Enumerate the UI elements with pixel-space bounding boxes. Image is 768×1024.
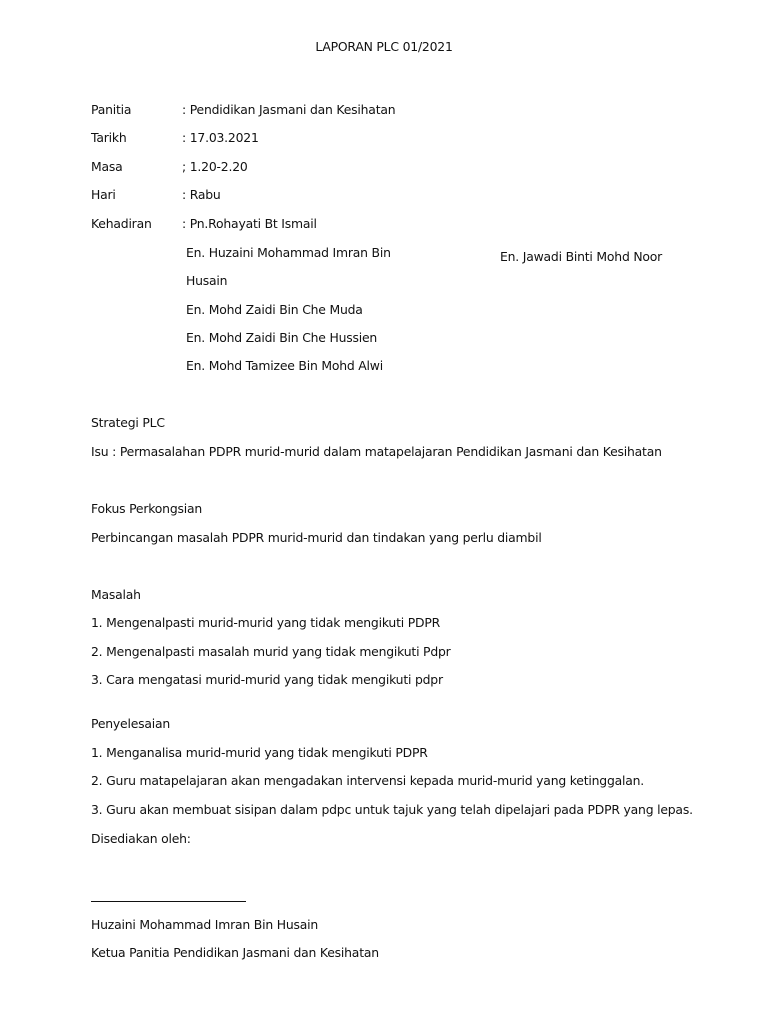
penyelesaian-heading: Penyelesaian (91, 716, 171, 731)
masa-label: Masa (91, 159, 123, 174)
report-title: LAPORAN PLC 01/2021 (315, 39, 453, 54)
tarikh-label: Tarikh (91, 130, 127, 145)
prepared-by-label: Disediakan oleh: (91, 831, 191, 846)
fokus-text: Perbincangan masalah PDPR murid-murid dan tindakan yang perlu diambil (91, 530, 542, 545)
kehadiran-first-attendee: : Pn.Rohayati Bt Ismail (182, 216, 317, 231)
panitia-value: : Pendidikan Jasmani dan Kesihatan (182, 102, 396, 117)
attendee-1-line-2: Husain (186, 273, 228, 288)
signature-line (91, 901, 246, 902)
masalah-heading: Masalah (91, 587, 141, 602)
isu-text: Isu : Permasalahan PDPR murid-murid dalam matapelajaran Pendidikan Jasmani dan Kesihatan (91, 444, 662, 459)
attendee-2: En. Mohd Zaidi Bin Che Muda (186, 302, 363, 317)
attendee-1-line-1: En. Huzaini Mohammad Imran Bin (186, 245, 391, 260)
masa-value: ; 1.20-2.20 (182, 159, 248, 174)
signatory-name: Huzaini Mohammad Imran Bin Husain (91, 917, 319, 932)
masalah-item: 1. Mengenalpasti murid-murid yang tidak mengikuti PDPR (91, 615, 441, 630)
penyelesaian-item: 3. Guru akan membuat sisipan dalam pdpc untuk tajuk yang telah dipelajari pada PDPR yang lepas. (91, 802, 693, 817)
penyelesaian-item: 2. Guru matapelajaran akan mengadakan intervensi kepada murid-murid yang ketinggalan. (91, 773, 645, 788)
strategi-heading: Strategi PLC (91, 415, 165, 430)
tarikh-value: : 17.03.2021 (182, 130, 259, 145)
attendee-4: En. Mohd Tamizee Bin Mohd Alwi (186, 358, 383, 373)
hari-label: Hari (91, 187, 116, 202)
attendee-3: En. Mohd Zaidi Bin Che Hussien (186, 330, 378, 345)
hari-value: : Rabu (182, 187, 221, 202)
panitia-label: Panitia (91, 102, 132, 117)
masalah-item: 3. Cara mengatasi murid-murid yang tidak mengikuti pdpr (91, 672, 443, 687)
masalah-item: 2. Mengenalpasti masalah murid yang tidak mengikuti Pdpr (91, 644, 451, 659)
kehadiran-label: Kehadiran (91, 216, 152, 231)
attendee-right: En. Jawadi Binti Mohd Noor (500, 249, 663, 264)
signatory-position: Ketua Panitia Pendidikan Jasmani dan Kesihatan (91, 945, 379, 960)
penyelesaian-item: 1. Menganalisa murid-murid yang tidak mengikuti PDPR (91, 745, 428, 760)
fokus-heading: Fokus Perkongsian (91, 501, 203, 516)
